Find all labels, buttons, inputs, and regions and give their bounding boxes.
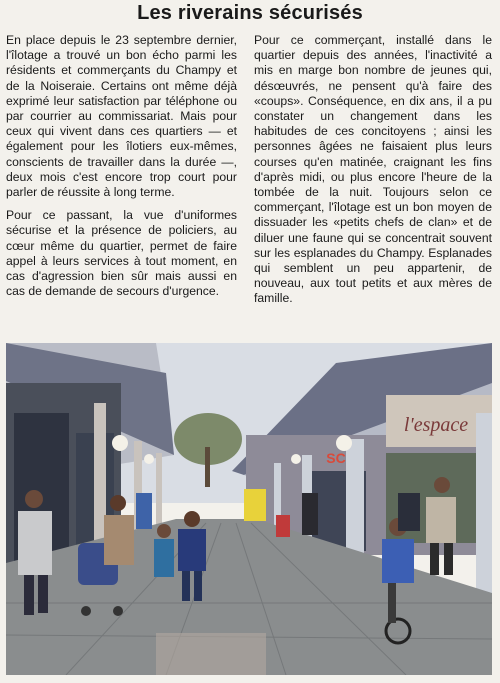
shop-sign: l'espace [403,414,469,436]
paragraph: Pour ce commerçant, installé dans le quartier depuis des années, l'inactivité a mis en marge bon nombre de jeunes qui, désœuvrés, ne pensent qu'à faire des «coups». Conséquence, en dix ans, il a pu constater un changement dans les habitudes de ces concitoyens ; ainsi les personnes âgées ne faisaient plus leurs courses qu'en matinée, craignant les fins d'après midi, ou plus encore l'heure de la tombée de la nuit. Toujours selon ce commerçant, l'îlotage est un bon moyen de dissuader les «petits chefs de clan» et de diluer une faune qui se concentrait souvent sur les esplanades du Champy. Esplanades qui semblent un peu appartenir, de nouveau, aux tout petits et aux mères de famille. [254,33,492,306]
article-right-column [254,33,492,315]
street-photo-illustration [6,343,492,675]
article-left-column [6,33,237,307]
article-headline: Les riverains sécurisés [137,2,363,24]
shop-sign-left: SC [326,450,346,466]
paragraph: En place depuis le 23 septembre dernier, l'îlotage a trouvé un bon écho parmi les résidents et commerçants du Champy et de la Noiseraie. Certains ont même déjà exprimé leur satisfaction par téléphone ou par courrier au commissariat. Mais pour ceux qui vivent dans ces quartiers — et également pour les îlotiers eux-mêmes, conscients de travailler dans la durée —, deux mois c'est encore trop court pour parler de réussite à long terme. [6,33,237,200]
street-photo [6,343,492,675]
paragraph: Pour ce passant, la vue d'uniformes sécurise et la présence de policiers, au cœur même du quartier, permet de faire appel à leurs services à tout moment, en cas d'agression bien sûr mais aussi en cas de demande de secours d'urgence. [6,208,237,299]
